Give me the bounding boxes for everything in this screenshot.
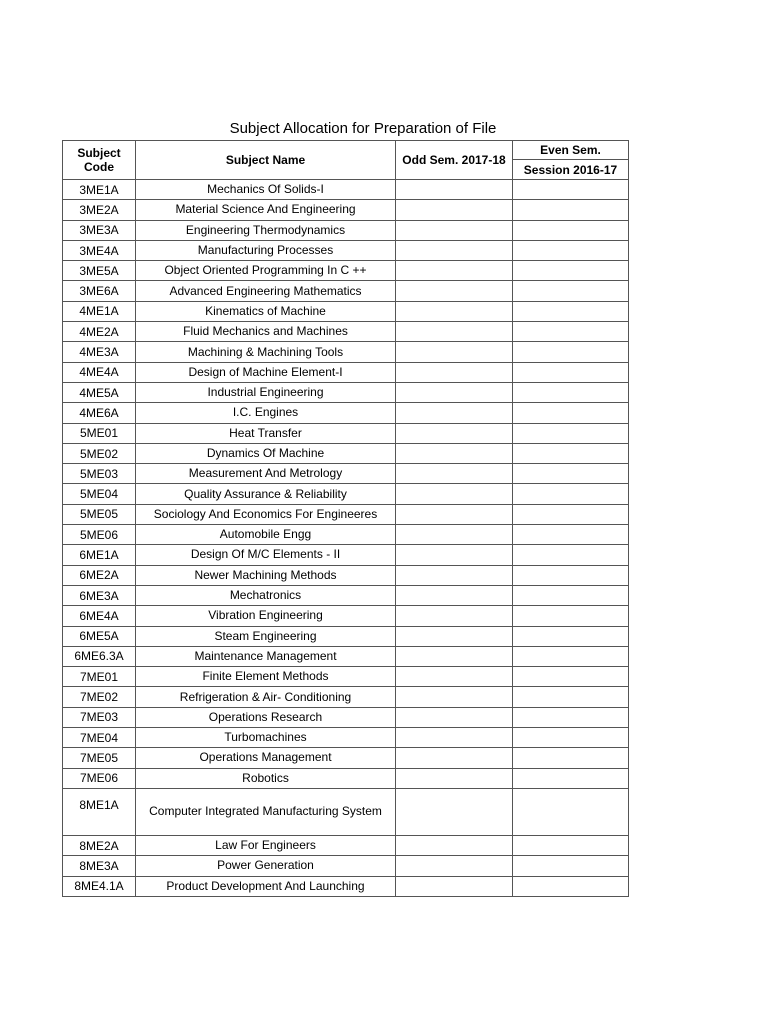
subject-name-cell: Object Oriented Programming In C ++ (136, 261, 396, 281)
subject-name-cell: Steam Engineering (136, 626, 396, 646)
odd-sem-cell (396, 261, 513, 281)
odd-sem-cell (396, 728, 513, 748)
table-row (63, 687, 629, 707)
subject-code-cell: 7ME04 (63, 728, 136, 748)
odd-sem-cell (396, 687, 513, 707)
odd-sem-cell (396, 362, 513, 382)
even-sem-cell (513, 646, 629, 666)
subject-name-cell: Finite Element Methods (136, 667, 396, 687)
subject-code-cell: 6ME5A (63, 626, 136, 646)
odd-sem-cell (396, 484, 513, 504)
subject-code-cell: 7ME03 (63, 707, 136, 727)
odd-sem-cell (396, 464, 513, 484)
table-row (63, 180, 629, 200)
odd-sem-cell (396, 180, 513, 200)
table-body (63, 180, 629, 897)
subject-name-cell: Operations Research (136, 707, 396, 727)
even-sem-cell (513, 606, 629, 626)
subject-name-cell: Mechatronics (136, 585, 396, 605)
subject-code-cell: 5ME03 (63, 464, 136, 484)
even-sem-cell (513, 484, 629, 504)
odd-sem-cell (396, 835, 513, 855)
even-sem-cell (513, 281, 629, 301)
odd-sem-cell (396, 768, 513, 788)
even-sem-cell (513, 403, 629, 423)
table-row (63, 626, 629, 646)
even-sem-cell (513, 200, 629, 220)
table-row (63, 261, 629, 281)
odd-sem-cell (396, 585, 513, 605)
header-subject-code: Subject Code (63, 141, 136, 180)
odd-sem-cell (396, 443, 513, 463)
even-sem-cell (513, 707, 629, 727)
subject-code-cell: 8ME3A (63, 856, 136, 876)
subject-code-cell: 8ME4.1A (63, 876, 136, 896)
subject-code-cell: 3ME2A (63, 200, 136, 220)
even-sem-cell (513, 748, 629, 768)
even-sem-cell (513, 301, 629, 321)
subject-code-cell: 6ME2A (63, 565, 136, 585)
even-sem-cell (513, 504, 629, 524)
odd-sem-cell (396, 748, 513, 768)
subject-name-cell: Newer Machining Methods (136, 565, 396, 585)
table-row (63, 403, 629, 423)
table-row (63, 220, 629, 240)
subject-code-cell: 6ME1A (63, 545, 136, 565)
subject-code-cell: 3ME4A (63, 240, 136, 260)
subject-code-cell: 6ME3A (63, 585, 136, 605)
subject-name-cell: Product Development And Launching (136, 876, 396, 896)
odd-sem-cell (396, 200, 513, 220)
subject-name-cell: Heat Transfer (136, 423, 396, 443)
table-row (63, 443, 629, 463)
subject-code-cell: 3ME6A (63, 281, 136, 301)
even-sem-cell (513, 240, 629, 260)
even-sem-cell (513, 728, 629, 748)
subject-code-cell: 5ME01 (63, 423, 136, 443)
subject-name-cell: Robotics (136, 768, 396, 788)
odd-sem-cell (396, 504, 513, 524)
header-subject-name: Subject Name (136, 141, 396, 180)
subject-name-cell: Computer Integrated Manufacturing System (136, 788, 396, 835)
table-row (63, 504, 629, 524)
table-row (63, 646, 629, 666)
table-row (63, 606, 629, 626)
odd-sem-cell (396, 707, 513, 727)
subject-name-cell: Refrigeration & Air- Conditioning (136, 687, 396, 707)
even-sem-cell (513, 362, 629, 382)
table-row (63, 484, 629, 504)
table-row (63, 382, 629, 402)
odd-sem-cell (396, 525, 513, 545)
subject-code-cell: 4ME6A (63, 403, 136, 423)
even-sem-cell (513, 525, 629, 545)
even-sem-cell (513, 626, 629, 646)
odd-sem-cell (396, 646, 513, 666)
subject-name-cell: Industrial Engineering (136, 382, 396, 402)
subject-code-cell: 4ME1A (63, 301, 136, 321)
odd-sem-cell (396, 606, 513, 626)
subject-code-cell: 4ME3A (63, 342, 136, 362)
header-even-session: Session 2016-17 (513, 160, 629, 180)
odd-sem-cell (396, 876, 513, 896)
subject-name-cell: Engineering Thermodynamics (136, 220, 396, 240)
table-row (63, 342, 629, 362)
table-row (63, 423, 629, 443)
subject-name-cell: Dynamics Of Machine (136, 443, 396, 463)
odd-sem-cell (396, 342, 513, 362)
subject-code-cell: 4ME5A (63, 382, 136, 402)
table-row (63, 667, 629, 687)
subject-name-cell: Manufacturing Processes (136, 240, 396, 260)
header-odd-sem: Odd Sem. 2017-18 (396, 141, 513, 180)
odd-sem-cell (396, 423, 513, 443)
subject-name-cell: Law For Engineers (136, 835, 396, 855)
table-row (63, 876, 629, 896)
table-row (63, 362, 629, 382)
even-sem-cell (513, 443, 629, 463)
subject-code-cell: 5ME04 (63, 484, 136, 504)
subject-name-cell: Quality Assurance & Reliability (136, 484, 396, 504)
odd-sem-cell (396, 788, 513, 835)
odd-sem-cell (396, 545, 513, 565)
even-sem-cell (513, 565, 629, 585)
odd-sem-cell (396, 856, 513, 876)
even-sem-cell (513, 545, 629, 565)
odd-sem-cell (396, 667, 513, 687)
table-row (63, 835, 629, 855)
subject-code-cell: 8ME1A (63, 788, 136, 835)
odd-sem-cell (396, 281, 513, 301)
table-row (63, 301, 629, 321)
subject-code-cell: 5ME02 (63, 443, 136, 463)
odd-sem-cell (396, 240, 513, 260)
table-row (63, 788, 629, 835)
even-sem-cell (513, 856, 629, 876)
table-row (63, 525, 629, 545)
subject-code-cell: 3ME5A (63, 261, 136, 281)
subject-name-cell: Mechanics Of Solids-I (136, 180, 396, 200)
subject-name-cell: I.C. Engines (136, 403, 396, 423)
subject-name-cell: Turbomachines (136, 728, 396, 748)
even-sem-cell (513, 768, 629, 788)
subject-name-cell: Measurement And Metrology (136, 464, 396, 484)
subject-code-cell: 7ME05 (63, 748, 136, 768)
table-row (63, 748, 629, 768)
odd-sem-cell (396, 220, 513, 240)
odd-sem-cell (396, 301, 513, 321)
even-sem-cell (513, 835, 629, 855)
subject-code-cell: 3ME3A (63, 220, 136, 240)
even-sem-cell (513, 667, 629, 687)
subject-name-cell: Kinematics of Machine (136, 301, 396, 321)
table-row (63, 464, 629, 484)
even-sem-cell (513, 788, 629, 835)
table-row (63, 565, 629, 585)
subject-name-cell: Automobile Engg (136, 525, 396, 545)
even-sem-cell (513, 585, 629, 605)
even-sem-cell (513, 382, 629, 402)
even-sem-cell (513, 261, 629, 281)
odd-sem-cell (396, 322, 513, 342)
subject-name-cell: Power Generation (136, 856, 396, 876)
table-row (63, 768, 629, 788)
subject-code-cell: 6ME6.3A (63, 646, 136, 666)
odd-sem-cell (396, 565, 513, 585)
even-sem-cell (513, 220, 629, 240)
subject-code-cell: 5ME05 (63, 504, 136, 524)
subject-name-cell: Advanced Engineering Mathematics (136, 281, 396, 301)
subject-code-cell: 6ME4A (63, 606, 136, 626)
even-sem-cell (513, 687, 629, 707)
table-row (63, 240, 629, 260)
subject-name-cell: Design of Machine Element-I (136, 362, 396, 382)
table-row (63, 322, 629, 342)
page-title: Subject Allocation for Preparation of File (229, 120, 497, 137)
subject-code-cell: 7ME01 (63, 667, 136, 687)
even-sem-cell (513, 342, 629, 362)
odd-sem-cell (396, 403, 513, 423)
subject-code-cell: 5ME06 (63, 525, 136, 545)
subject-code-cell: 4ME2A (63, 322, 136, 342)
subject-code-cell: 7ME02 (63, 687, 136, 707)
subject-name-cell: Fluid Mechanics and Machines (136, 322, 396, 342)
odd-sem-cell (396, 626, 513, 646)
even-sem-cell (513, 464, 629, 484)
even-sem-cell (513, 423, 629, 443)
subject-name-cell: Material Science And Engineering (136, 200, 396, 220)
table-row (63, 707, 629, 727)
subject-name-cell: Design Of M/C Elements - II (136, 545, 396, 565)
subject-name-cell: Sociology And Economics For Engineeres (136, 504, 396, 524)
subject-name-cell: Machining & Machining Tools (136, 342, 396, 362)
table-row (63, 856, 629, 876)
table-row (63, 728, 629, 748)
table-row (63, 585, 629, 605)
subject-code-cell: 7ME06 (63, 768, 136, 788)
subject-code-cell: 3ME1A (63, 180, 136, 200)
subject-name-cell: Maintenance Management (136, 646, 396, 666)
table-row (63, 281, 629, 301)
even-sem-cell (513, 180, 629, 200)
subject-allocation-table (62, 140, 629, 897)
header-even-sem: Even Sem. (513, 141, 629, 160)
subject-name-cell: Operations Management (136, 748, 396, 768)
table-row (63, 200, 629, 220)
subject-code-cell: 8ME2A (63, 835, 136, 855)
odd-sem-cell (396, 382, 513, 402)
subject-code-cell: 4ME4A (63, 362, 136, 382)
even-sem-cell (513, 876, 629, 896)
subject-name-cell: Vibration Engineering (136, 606, 396, 626)
table-row (63, 545, 629, 565)
even-sem-cell (513, 322, 629, 342)
